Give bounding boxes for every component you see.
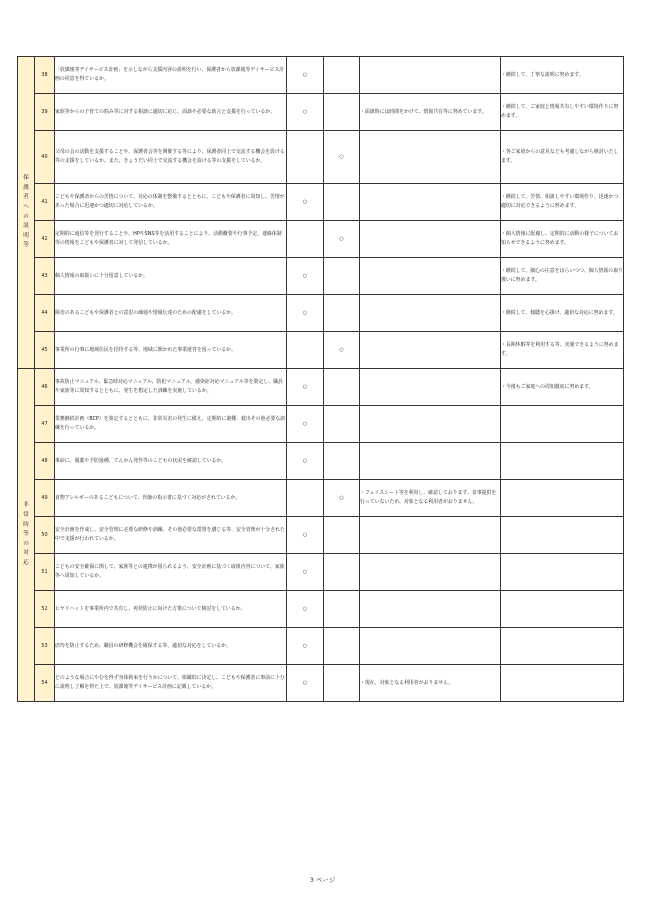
improvement-note bbox=[360, 184, 501, 221]
table-row bbox=[18, 517, 624, 554]
answer-no bbox=[324, 57, 360, 94]
category-label: 保護者への説明等 bbox=[23, 175, 29, 249]
improvement-note bbox=[360, 295, 501, 332]
item-question: 父母の会の活動を支援することや、保護者会等を開催する等により、保護者同士で交流する機会を設ける等の支援をしているか。また、きょうだい同士で交流する機会を設ける等の支援をしているか。 bbox=[55, 131, 287, 184]
answer-yes: ○ bbox=[287, 591, 324, 628]
staff-comment: ・継続して、苦情、相談しやすい環境作り、迅速かつ適切に対応できるように努めます。 bbox=[501, 184, 624, 221]
item-question: 事業所の行事に地域住民を招待する等、地域に開かれた事業運営を図っているか。 bbox=[55, 332, 287, 369]
page-number: 3 ページ bbox=[309, 876, 336, 884]
answer-no bbox=[324, 554, 360, 591]
item-question: どのような場合にやむを得ず身体拘束を行うかについて、組織的に決定し、こどもや保護者に事前に十分に説明し了解を得た上で、放課後等デイサービス計画に記載しているか。 bbox=[55, 665, 287, 702]
staff-comment bbox=[501, 591, 624, 628]
staff-comment bbox=[501, 628, 624, 665]
staff-comment bbox=[501, 554, 624, 591]
item-number: 38 bbox=[35, 57, 55, 94]
improvement-note bbox=[360, 443, 501, 480]
evaluation-sheet bbox=[17, 56, 623, 702]
item-number: 48 bbox=[35, 443, 55, 480]
answer-yes bbox=[287, 480, 324, 517]
table-row bbox=[18, 369, 624, 406]
item-number: 43 bbox=[35, 258, 55, 295]
table-row bbox=[18, 221, 624, 258]
item-question: 家族等からの子育ての悩み等に対する相談に適切に応じ、面談や必要な助言と支援を行っているか。 bbox=[55, 94, 287, 131]
item-question: 「放課後等デイサービス計画」を示しながら支援内容の説明を行い、保護者から放課後等デイサービス計画の同意を得ているか。 bbox=[55, 57, 287, 94]
answer-yes: ○ bbox=[287, 517, 324, 554]
table-row bbox=[18, 295, 624, 332]
answer-yes: ○ bbox=[287, 295, 324, 332]
item-number: 45 bbox=[35, 332, 55, 369]
item-number: 47 bbox=[35, 406, 55, 443]
improvement-note bbox=[360, 554, 501, 591]
item-question: 虐待を防止するため、職員の研修機会を確保する等、適切な対応をしているか。 bbox=[55, 628, 287, 665]
item-number: 54 bbox=[35, 665, 55, 702]
item-question: 定期的に通信等を発行することや、HPやSNS等を活用することにより、活動概要や行事予定、連絡体制等の情報をこどもや保護者に対して発信しているか。 bbox=[55, 221, 287, 258]
table-row bbox=[18, 443, 624, 480]
staff-comment: ・長期休暇等を利用する等、実施できるように努めます。 bbox=[501, 332, 624, 369]
item-question: 事故防止マニュアル、緊急時対応マニュアル、防犯マニュアル、感染症対応マニュアル等を策定し、職員や家族等に周知するとともに、発生を想定した訓練を実施しているか。 bbox=[55, 369, 287, 406]
item-number: 50 bbox=[35, 517, 55, 554]
answer-yes bbox=[287, 131, 324, 184]
answer-no bbox=[324, 258, 360, 295]
answer-yes bbox=[287, 332, 324, 369]
item-number: 41 bbox=[35, 184, 55, 221]
improvement-note bbox=[360, 258, 501, 295]
answer-no bbox=[324, 94, 360, 131]
answer-yes: ○ bbox=[287, 258, 324, 295]
item-question: 業務継続計画（BCP）を策定するとともに、非常災害の発生に備え、定期的に避難、救出その他必要な訓練を行っているか。 bbox=[55, 406, 287, 443]
table-row bbox=[18, 554, 624, 591]
answer-no bbox=[324, 369, 360, 406]
table-row bbox=[18, 628, 624, 665]
item-question: こどもや保護者からの苦情について、対応の体制を整備するとともに、こどもや保護者に周知し、苦情があった場合に迅速かつ適切に対応しているか。 bbox=[55, 184, 287, 221]
staff-comment: ・各ご家庭からの意見なども考慮しながら検討いたします。 bbox=[501, 131, 624, 184]
item-question: 障害のあるこどもや保護者との意思の疎通や情報伝達のための配慮をしているか。 bbox=[55, 295, 287, 332]
answer-yes: ○ bbox=[287, 665, 324, 702]
answer-yes: ○ bbox=[287, 443, 324, 480]
staff-comment bbox=[501, 406, 624, 443]
answer-no bbox=[324, 628, 360, 665]
improvement-note bbox=[360, 591, 501, 628]
table-row bbox=[18, 57, 624, 94]
item-question: 安全計画を作成し、安全管理に必要な研修や訓練、その他必要な措置を講じる等、安全管理が十分された中で支援が行われているか。 bbox=[55, 517, 287, 554]
item-number: 39 bbox=[35, 94, 55, 131]
answer-yes: ○ bbox=[287, 554, 324, 591]
staff-comment bbox=[501, 480, 624, 517]
improvement-note: ・面談時には時間をかけて、情報共有等に努めています。 bbox=[360, 94, 501, 131]
table-row bbox=[18, 480, 624, 517]
item-question: ヒヤリハットを事業所内で共有し、再発防止に向けた方策について検討をしているか。 bbox=[55, 591, 287, 628]
improvement-note: ・現在、対象となる利用者がおりません。 bbox=[360, 665, 501, 702]
staff-comment: ・継続して、丁寧な説明に努めます。 bbox=[501, 57, 624, 94]
item-number: 53 bbox=[35, 628, 55, 665]
staff-comment: ・継続して、ご家庭と情報共有しやすい環境作りに努めます。 bbox=[501, 94, 624, 131]
table-row bbox=[18, 591, 624, 628]
improvement-note bbox=[360, 131, 501, 184]
answer-no bbox=[324, 184, 360, 221]
answer-no bbox=[324, 406, 360, 443]
table-row bbox=[18, 332, 624, 369]
improvement-note bbox=[360, 332, 501, 369]
answer-yes: ○ bbox=[287, 369, 324, 406]
table-row bbox=[18, 94, 624, 131]
item-number: 44 bbox=[35, 295, 55, 332]
staff-comment bbox=[501, 517, 624, 554]
item-question: こどもの安全確保に関して、家族等との連携が図られるよう、安全計画に基づく取組内容について、家族等へ周知しているか。 bbox=[55, 554, 287, 591]
improvement-note bbox=[360, 221, 501, 258]
answer-no: ○ bbox=[324, 221, 360, 258]
improvement-note bbox=[360, 628, 501, 665]
staff-comment: ・継続して、細心の注意をはらいつつ、個人情報の取り扱いに努めます。 bbox=[501, 258, 624, 295]
answer-yes: ○ bbox=[287, 628, 324, 665]
table-row bbox=[18, 665, 624, 702]
answer-no bbox=[324, 591, 360, 628]
item-number: 40 bbox=[35, 131, 55, 184]
answer-yes: ○ bbox=[287, 57, 324, 94]
staff-comment: ・個人情報に配慮し、定期的に活動の様子についてお知らせできるように努めます。 bbox=[501, 221, 624, 258]
staff-comment bbox=[501, 443, 624, 480]
item-number: 52 bbox=[35, 591, 55, 628]
improvement-note bbox=[360, 517, 501, 554]
category-label: 非常時等の対応 bbox=[23, 502, 29, 566]
item-question: 個人情報の取扱いに十分留意しているか。 bbox=[55, 258, 287, 295]
answer-yes: ○ bbox=[287, 94, 324, 131]
table-row bbox=[18, 406, 624, 443]
category-emergency bbox=[18, 369, 35, 702]
improvement-note: ・フェイスシート等を利用し、確認しております。食事提供を行っていないため、対象となる利用者がおりません。 bbox=[360, 480, 501, 517]
table-row bbox=[18, 258, 624, 295]
improvement-note bbox=[360, 57, 501, 94]
answer-no bbox=[324, 665, 360, 702]
evaluation-table bbox=[17, 56, 624, 702]
item-number: 49 bbox=[35, 480, 55, 517]
answer-no bbox=[324, 517, 360, 554]
improvement-note bbox=[360, 406, 501, 443]
table-row bbox=[18, 184, 624, 221]
category-explanation bbox=[18, 57, 35, 369]
answer-yes: ○ bbox=[287, 406, 324, 443]
table-row bbox=[18, 131, 624, 184]
item-question: 食物アレルギーのあるこどもについて、医師の指示書に基づく対応がされているか。 bbox=[55, 480, 287, 517]
answer-yes bbox=[287, 221, 324, 258]
answer-no bbox=[324, 295, 360, 332]
answer-no: ○ bbox=[324, 332, 360, 369]
staff-comment bbox=[501, 665, 624, 702]
item-number: 46 bbox=[35, 369, 55, 406]
improvement-note bbox=[360, 369, 501, 406]
staff-comment: ・継続して、傾聴を心掛け、適切な対応に努めます。 bbox=[501, 295, 624, 332]
item-question: 事前に、服薬や予防接種、てんかん発作等のこどもの状況を確認しているか。 bbox=[55, 443, 287, 480]
answer-no: ○ bbox=[324, 131, 360, 184]
answer-no bbox=[324, 443, 360, 480]
answer-yes: ○ bbox=[287, 184, 324, 221]
item-number: 51 bbox=[35, 554, 55, 591]
answer-no: ○ bbox=[324, 480, 360, 517]
staff-comment: ・今後もご家庭への周知徹底に努めます。 bbox=[501, 369, 624, 406]
item-number: 42 bbox=[35, 221, 55, 258]
